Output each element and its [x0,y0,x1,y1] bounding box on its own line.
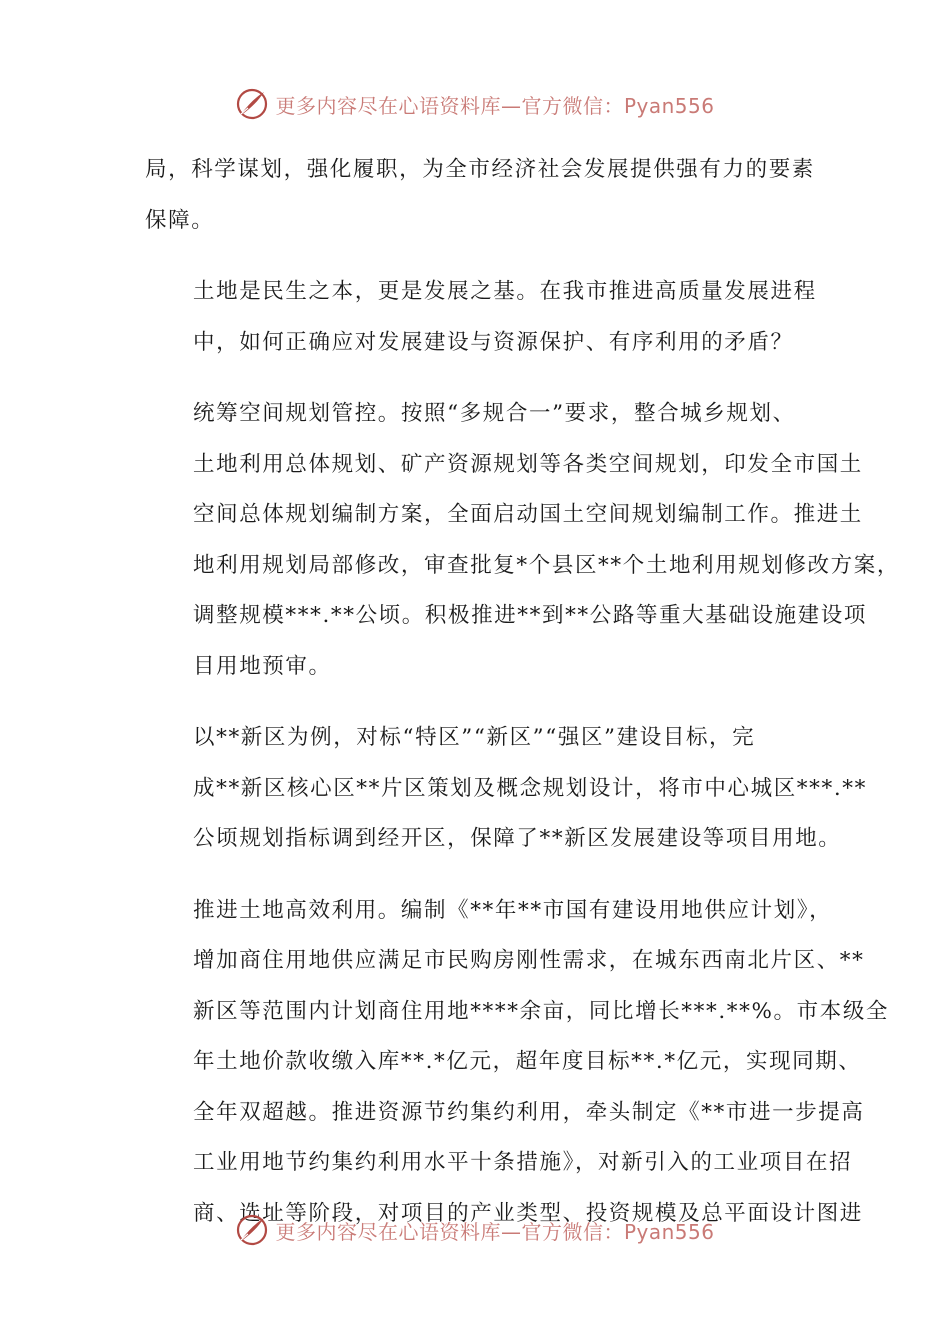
text-line: 空间总体规划编制方案，全面启动国土空间规划编制工作。推进土 [193,502,863,527]
text-line: 调整规模***.**公顷。积极推进**到**公路等重大基础设施建设项 [193,603,867,628]
paragraph-5 [145,886,890,1240]
footer-watermark [0,1210,950,1250]
paragraph-4 [145,713,867,865]
text-line: 统筹空间规划管控。按照“多规合一”要求，整合城乡规划、 [193,401,796,426]
paragraph-1 [145,145,825,246]
text-line: 商、选址等阶段，对项目的产业类型、投资规模及总平面设计图进 [193,1200,863,1226]
text-line: 目用地预审。 [193,653,332,679]
text-line: 中，如何正确应对发展建设与资源保护、有序利用的矛盾？ [193,329,794,355]
text-line: 成**新区核心区**片区策划及概念规划设计，将市中心城区***.** [193,775,867,801]
watermark-text: 更多内容尽在心语资料库—官方微信：Pyan556 [275,1219,715,1244]
paragraph-3 [145,389,900,692]
text-line: 公顷规划指标调到经开区，保障了**新区发展建设等项目用地。 [193,826,842,851]
text-line: 保障。 [145,207,215,233]
text-line: 土地利用总体规划、矿产资源规划等各类空间规划，印发全市国土 [193,451,863,477]
document-body [145,145,900,1260]
header-watermark [0,84,950,124]
text-line: 推进土地高效利用。编制《**年**市国有建设用地供应计划》， [193,897,833,923]
text-line: 土地是民生之本，更是发展之基。在我市推进高质量发展进程 [193,279,817,304]
quill-pen-icon [235,1213,269,1247]
text-line: 全年双超越。推进资源节约集约利用，牵头制定《**市进一步提高 [193,1099,865,1125]
text-line: 新区等范围内计划商住用地****余亩，同比增长***.**%。市本级全 [193,998,890,1024]
quill-pen-icon [235,87,269,121]
text-line: 年土地价款收缴入库**.*亿元，超年度目标**.*亿元，实现同期、 [193,1049,862,1074]
watermark-text: 更多内容尽在心语资料库—官方微信：Pyan556 [275,93,715,118]
text-line: 以**新区为例，对标“特区”“新区”“强区”建设目标，完 [193,725,756,750]
text-line: 工业用地节约集约利用水平十条措施》，对新引入的工业项目在招 [193,1150,853,1175]
text-line: 增加商住用地供应满足市民购房刚性需求，在城东西南北片区、** [193,948,865,973]
text-line: 地利用规划局部修改，审查批复*个县区**个土地利用规划修改方案， [193,552,900,578]
paragraph-2 [145,267,825,368]
text-line: 局，科学谋划，强化履职，为全市经济社会发展提供强有力的要素 [145,157,815,182]
